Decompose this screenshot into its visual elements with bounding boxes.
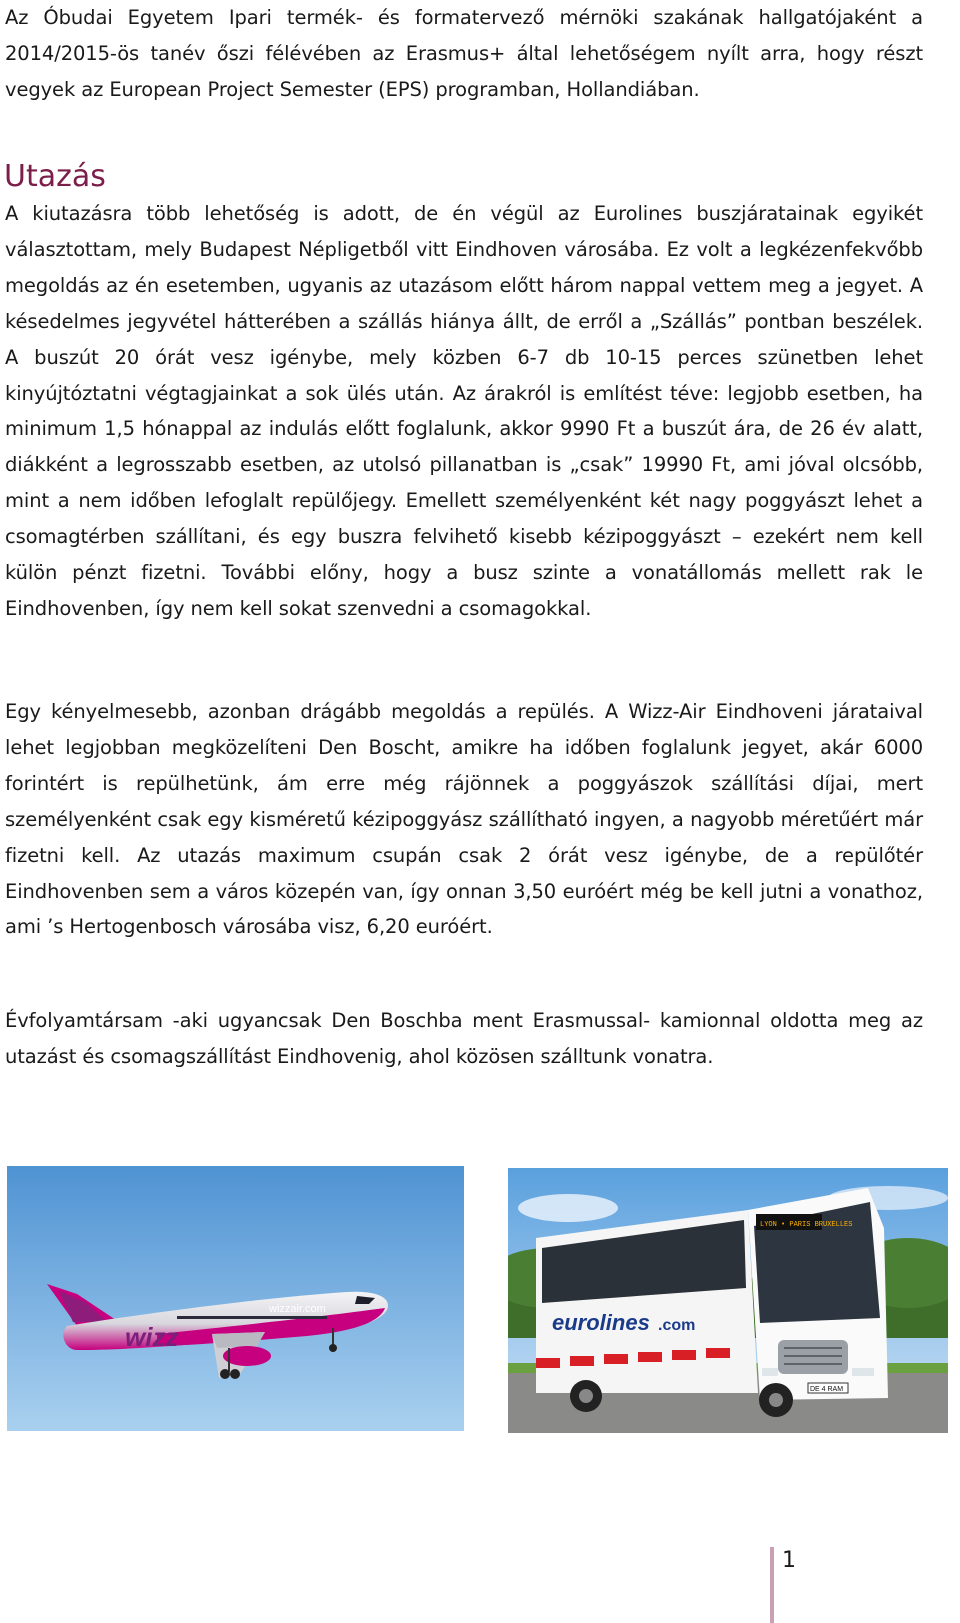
intro-paragraph: Az Óbudai Egyetem Ipari termék- és formatervező mérnöki szakának hallgatójaként a 2014/2015-ös tanév őszi félévében az Erasmus+ által lehetőségem nyílt arra, hogy részt vegyek az European Project Semester (EPS) programban, Hollandiában. <box>5 6 923 101</box>
wizzair-plane-photo <box>7 1166 464 1431</box>
bus-travel-paragraph: A kiutazásra több lehetőség is adott, de én végül az Eurolines buszjáratainak egyikét választottam, mely Budapest Népligetből vitt Eindhoven városába. Ez volt a legkézenfekvőbb megoldás az én esetemben, ugyanis az utazásom előtt három nappal vettem meg a jegyet. A késedelmes jegyvétel hátterében a szállás hiánya állt, de erről a „Szállás” pontban beszélek. A buszút 20 órát vesz igénybe, mely közben 6-7 db 10-15 perces szünetben lehet kinyújtóztatni végtagjainkat a sok ülés után. Az árakról is említést téve: legjobb esetben, ha minimum 1,5 hónappal az indulás előtt foglalunk, akkor 9990 Ft a buszút ára, de 26 év alatt, diákként a legrosszabb esetben, az utolsó pillanatban is „csak” 19990 Ft, ami jóval olcsóbb, mint a nem időben lefoglalt repülőjegy. Emellett személyenként két nagy poggyászt lehet a csomagtérben szállítani, és egy buszra felvihető kisebb kézipoggyászt – ezekért nem kell külön pénzt fizetni. További előny, hogy a busz szinte a vonatállomás mellett rak le Eindhovenben, így nem kell sokat szenvedni a csomagokkal. <box>5 202 923 620</box>
bus-license-plate: DE 4 RAM <box>810 1386 844 1393</box>
page-number: 1 <box>782 1548 796 1573</box>
section-heading-utazas: Utazás <box>4 159 106 194</box>
classmate-travel-paragraph: Évfolyamtársam -aki ugyancsak Den Boschba ment Erasmussal- kamionnal oldotta meg az utazást és csomagszállítást Eindhovenig, ahol közösen szálltunk vonatra. <box>5 1009 923 1068</box>
bus-side-logo-suffix: .com <box>658 1317 696 1334</box>
eurolines-bus-photo <box>508 1168 948 1433</box>
bus-destination-sign: LYON • PARIS BRUXELLES <box>760 1221 853 1229</box>
plane-logo-text: wizz <box>125 1322 179 1352</box>
plane-fuselage-text: wizzair.com <box>269 1303 326 1315</box>
bus-side-logo: eurolines <box>552 1310 650 1335</box>
footer-accent-bar <box>770 1547 774 1623</box>
plane-travel-paragraph: Egy kényelmesebb, azonban drágább megoldás a repülés. A Wizz-Air Eindhoveni járataival lehet legjobban megközelíteni Den Boscht, amikre ha időben foglalunk jegyet, akár 6000 forintért is repülhetünk, ám erre még rájönnek a poggyászok szállítási díjai, mert személyenként csak egy kisméretű kézipoggyász szállítható ingyen, a nagyobb méretűért már fizetni kell. Az utazás maximum csupán csak 2 órát vesz igénybe, de a repülőtér Eindhovenben sem a város közepén van, így onnan 3,50 euróért még be kell jutni a vonathoz, ami ’s Hertogenbosch városába visz, 6,20 euróért. <box>5 700 923 939</box>
